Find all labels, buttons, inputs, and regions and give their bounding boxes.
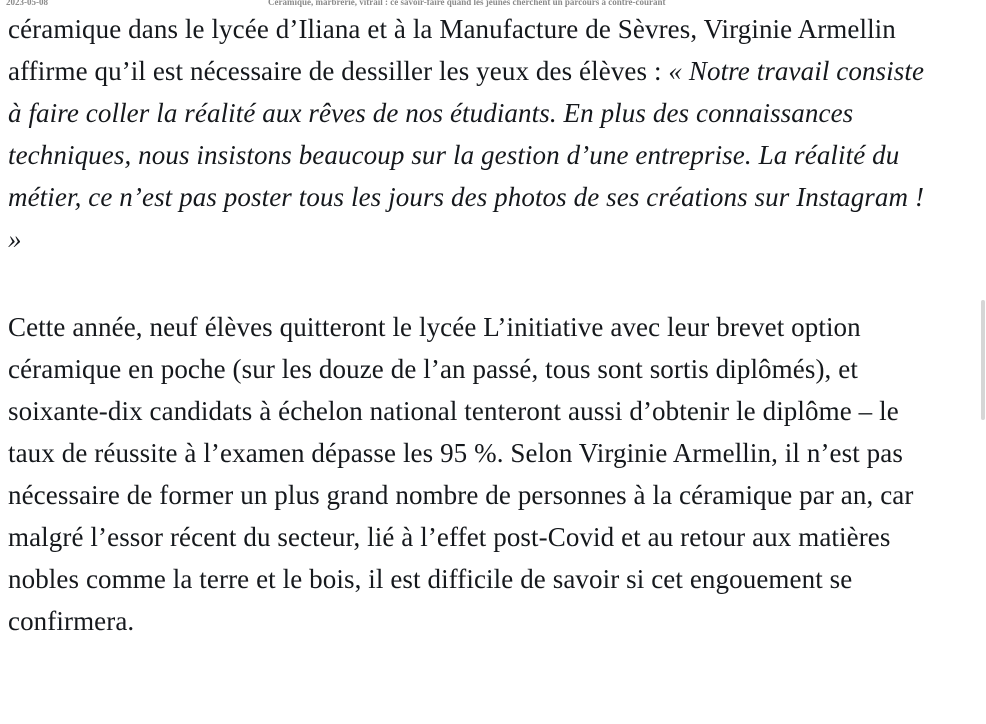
header-center-text: Céramique, marbrerie, vitrail : ce savoir-faire quand les jeunes cherchent un parcours à contre-courant [268, 0, 666, 7]
paragraph-1 [8, 8, 938, 260]
paragraph-1-quote: « Notre travail consiste à faire coller la réalité aux rêves de nos étudiants. En plus des connaissances techniques, nous insistons beaucoup sur la gestion d’une entreprise. La réalité du métier, ce n’est pas poster tous les jours des photos de ses créations sur Instagram ! » [8, 56, 925, 254]
paragraph-2 [8, 306, 938, 642]
scrollbar-track[interactable] [979, 0, 986, 724]
header-left-text: 2023-05-08 [6, 0, 48, 7]
article-body [8, 8, 938, 642]
scrollbar-thumb[interactable] [981, 300, 985, 420]
paragraph-2-lead: Cette année, neuf élèves quitteront le lycée L’initiative avec leur brevet option céramique en poche (sur les douze de l’an passé, tous sont sortis diplômés), et soixante-dix candidats à échelon national tenteront aussi d’obtenir le diplôme – le taux de réussite à l’examen dépasse les 95 %. Selon Virginie Armellin, il n’est pas nécessaire de former un plus grand nombre de personnes à la céramique par an, car malgré l’essor récent du secteur, lié à l’effet post-Covid et au retour aux matières nobles comme la terre et le bois, il est difficile de savoir si cet engouement se confirmera. [8, 312, 914, 636]
paragraph-1-lead: céramique dans le lycée d’Iliana et à la Manufacture de Sèvres, Virginie Armellin affirme qu’il est nécessaire de dessiller les yeux des élèves : [8, 14, 896, 86]
